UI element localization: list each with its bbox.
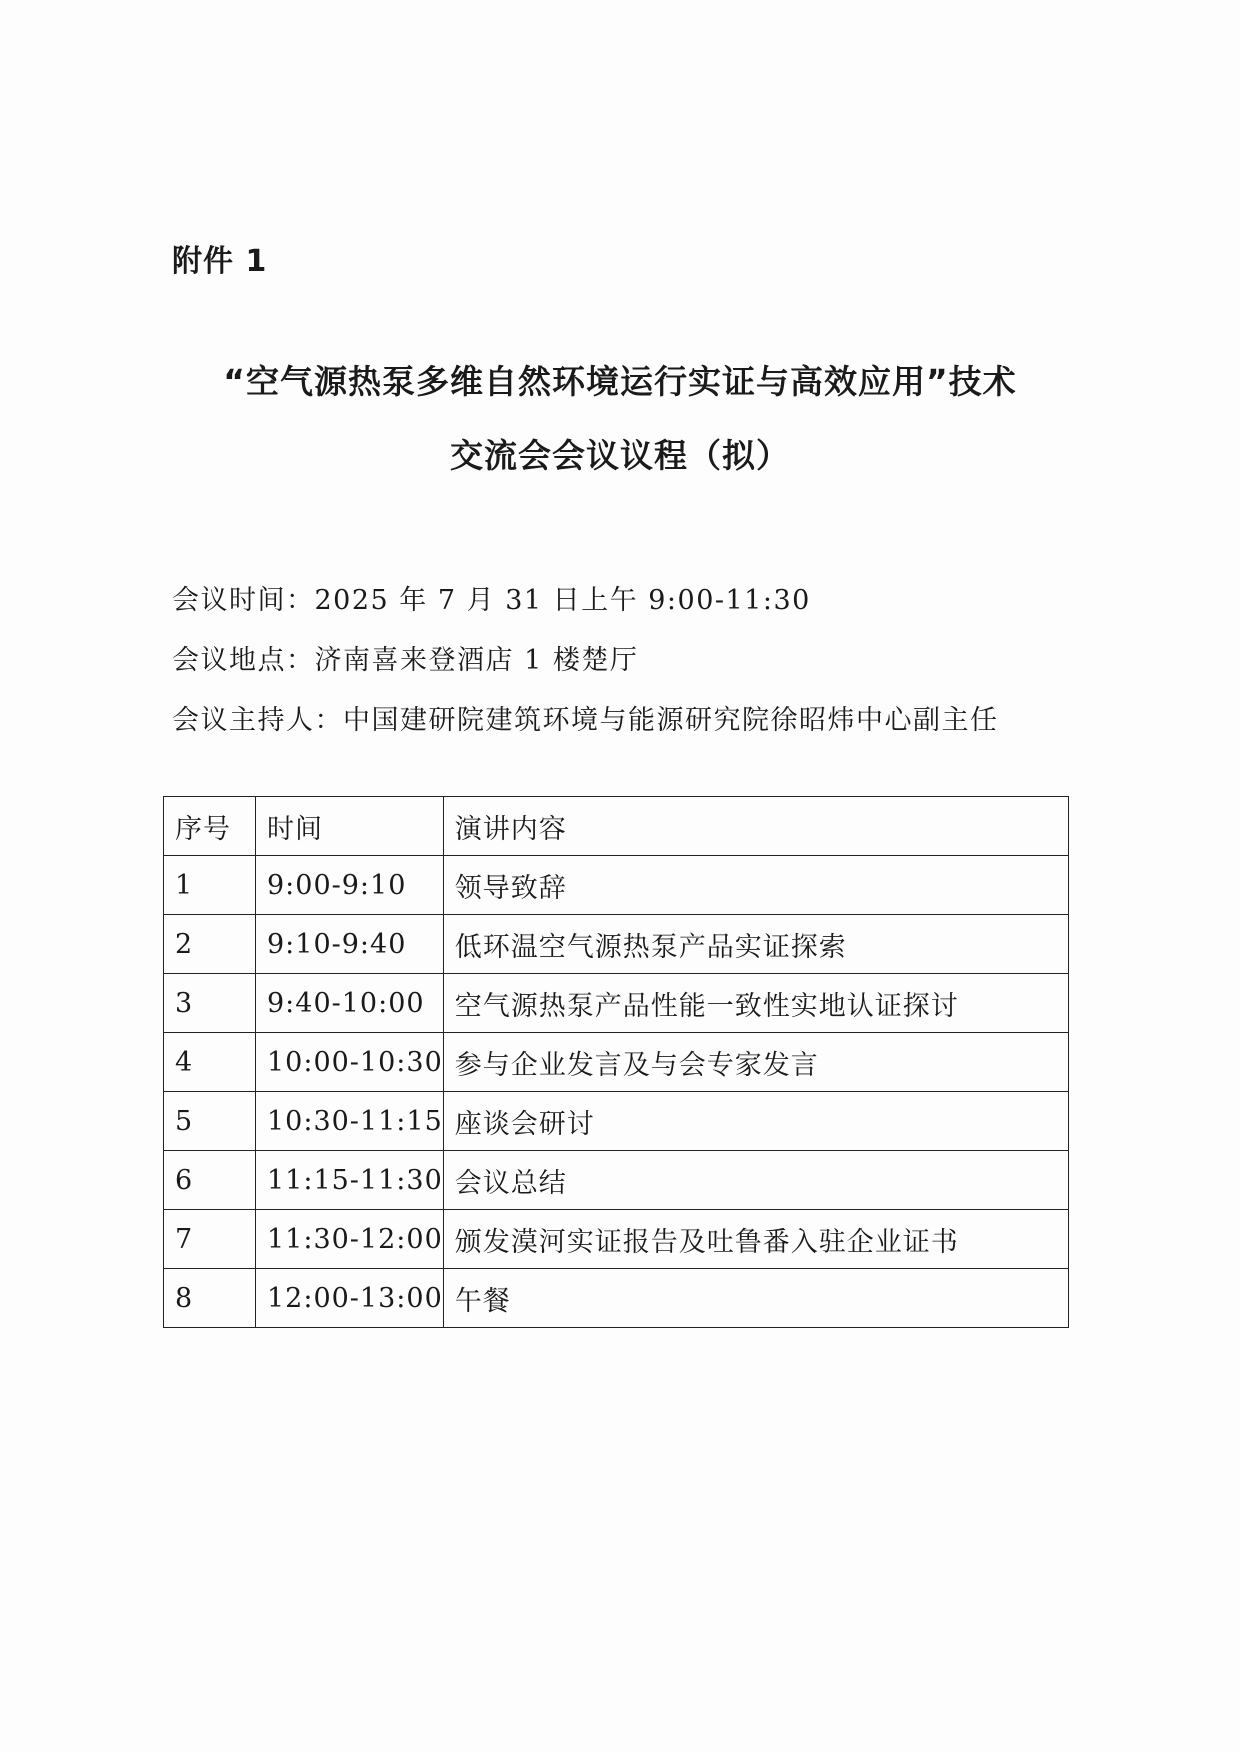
row-number: 4 (164, 1033, 256, 1092)
row-content: 参与企业发言及与会专家发言 (443, 1033, 1068, 1092)
row-time: 11:30-12:00 (256, 1210, 444, 1269)
table-row (164, 974, 1069, 1033)
table-row (164, 915, 1069, 974)
table-row (164, 856, 1069, 915)
row-time: 9:40-10:00 (256, 974, 444, 1033)
row-time: 11:15-11:30 (256, 1151, 444, 1210)
document-title-line2: 交流会会议议程（拟） (450, 436, 790, 475)
row-time: 9:00-9:10 (256, 856, 444, 915)
table-row (164, 1033, 1069, 1092)
row-time: 9:10-9:40 (256, 915, 444, 974)
header-number: 序号 (164, 797, 256, 856)
row-number: 6 (164, 1151, 256, 1210)
row-number: 8 (164, 1269, 256, 1328)
row-number: 3 (164, 974, 256, 1033)
row-time: 12:00-13:00 (256, 1269, 444, 1328)
row-content: 空气源热泵产品性能一致性实地认证探讨 (443, 974, 1068, 1033)
row-number: 5 (164, 1092, 256, 1151)
row-content: 低环温空气源热泵产品实证探索 (443, 915, 1068, 974)
agenda-table (163, 796, 1069, 1328)
document-title-line1: “空气源热泵多维自然环境运行实证与高效应用”技术 (223, 362, 1017, 401)
meeting-host: 会议主持人：中国建研院建筑环境与能源研究院徐昭炜中心副主任 (172, 705, 999, 736)
meeting-time: 会议时间：2025 年 7 月 31 日上午 9:00-11:30 (172, 585, 811, 616)
table-header-row (164, 797, 1069, 856)
row-content: 会议总结 (443, 1151, 1068, 1210)
table-row (164, 1210, 1069, 1269)
table-row (164, 1269, 1069, 1328)
row-content: 座谈会研讨 (443, 1092, 1068, 1151)
table-row (164, 1151, 1069, 1210)
row-number: 7 (164, 1210, 256, 1269)
attachment-label: 附件 1 (172, 244, 268, 279)
row-number: 1 (164, 856, 256, 915)
row-time: 10:00-10:30 (256, 1033, 444, 1092)
table-row (164, 1092, 1069, 1151)
row-content: 午餐 (443, 1269, 1068, 1328)
row-time: 10:30-11:15 (256, 1092, 444, 1151)
row-content: 颁发漠河实证报告及吐鲁番入驻企业证书 (443, 1210, 1068, 1269)
row-number: 2 (164, 915, 256, 974)
header-content: 演讲内容 (443, 797, 1068, 856)
header-time: 时间 (256, 797, 444, 856)
meeting-location: 会议地点：济南喜来登酒店 1 楼楚厅 (172, 645, 639, 676)
row-content: 领导致辞 (443, 856, 1068, 915)
